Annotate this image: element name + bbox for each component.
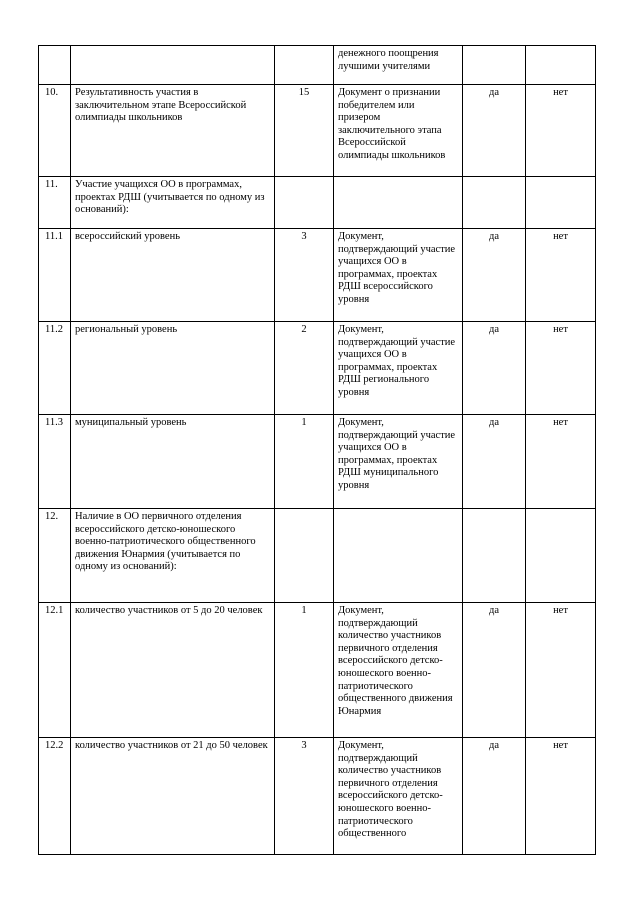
document-text: Документ, подтверждающий участие учащихся ОО в программах, проектах РДШ регионального уровня [334,322,463,415]
table-row [39,603,596,738]
table-row [39,46,596,85]
yes-value: да [463,738,526,855]
points-value: 1 [275,415,334,509]
no-value: нет [526,603,596,738]
points-value [275,177,334,229]
row-number: 11.2 [39,322,71,415]
yes-value: да [463,322,526,415]
points-value: 1 [275,603,334,738]
row-number: 11. [39,177,71,229]
criterion-text: муниципальный уровень [71,415,275,509]
no-value [526,177,596,229]
criterion-text [71,46,275,85]
row-number [39,46,71,85]
table-row [39,322,596,415]
table-row [39,229,596,322]
yes-value [463,46,526,85]
row-number: 10. [39,85,71,177]
points-value [275,509,334,603]
criterion-text: Результативность участия в заключительном этапе Всероссийской олимпиады школьников [71,85,275,177]
document-text: Документ о признании победителем или призером заключительного этапа Всероссийской олимпиады школьников [334,85,463,177]
row-number: 12.1 [39,603,71,738]
no-value: нет [526,85,596,177]
document-text: Документ, подтверждающий количество участников первичного отделения всероссийского детско-юношеского военно-патриотического общественного движения Юнармия [334,603,463,738]
yes-value: да [463,229,526,322]
row-number: 11.3 [39,415,71,509]
criterion-text: количество участников от 5 до 20 человек [71,603,275,738]
no-value: нет [526,738,596,855]
points-value [275,46,334,85]
document-text: денежного поощрения лучшими учителями [334,46,463,85]
yes-value: да [463,415,526,509]
points-value: 15 [275,85,334,177]
no-value: нет [526,229,596,322]
criterion-text: Участие учащихся ОО в программах, проектах РДШ (учитывается по одному из оснований): [71,177,275,229]
table-row [39,509,596,603]
document-text: Документ, подтверждающий участие учащихся ОО в программах, проектах РДШ всероссийского уровня [334,229,463,322]
row-number: 11.1 [39,229,71,322]
yes-value [463,177,526,229]
no-value [526,509,596,603]
points-value: 2 [275,322,334,415]
document-text: Документ, подтверждающий участие учащихся ОО в программах, проектах РДШ муниципального уровня [334,415,463,509]
yes-value: да [463,85,526,177]
no-value [526,46,596,85]
document-text: Документ, подтверждающий количество участников первичного отделения всероссийского детско-юношеского военно-патриотического общественного [334,738,463,855]
criterion-text: Наличие в ОО первичного отделения всероссийского детско-юношеского военно-патриотического общественного движения Юнармия (учитывается по одному из оснований): [71,509,275,603]
document-text [334,509,463,603]
table-row [39,415,596,509]
row-number: 12. [39,509,71,603]
table-row [39,738,596,855]
row-number: 12.2 [39,738,71,855]
yes-value: да [463,603,526,738]
table-row [39,85,596,177]
no-value: нет [526,322,596,415]
no-value: нет [526,415,596,509]
document-text [334,177,463,229]
table-row [39,177,596,229]
criteria-table [38,45,596,855]
points-value: 3 [275,229,334,322]
yes-value [463,509,526,603]
criterion-text: региональный уровень [71,322,275,415]
criterion-text: всероссийский уровень [71,229,275,322]
criterion-text: количество участников от 21 до 50 человек [71,738,275,855]
points-value: 3 [275,738,334,855]
